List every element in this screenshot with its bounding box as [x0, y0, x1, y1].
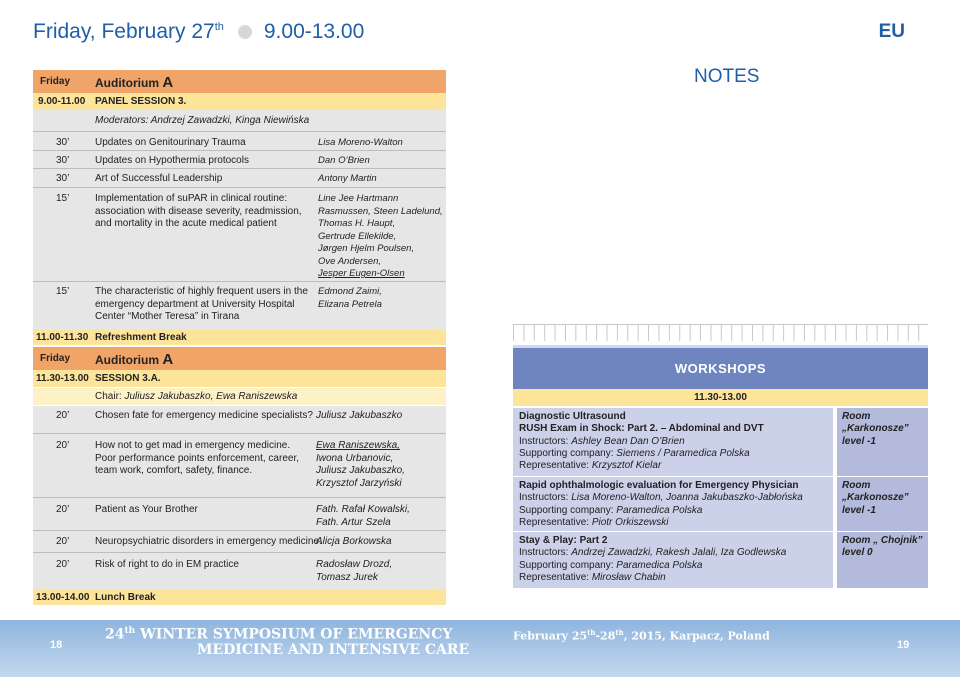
rep-label: Representative: — [519, 460, 590, 472]
date-sup: th — [587, 628, 596, 637]
workshops-title: WORKSHOPS — [674, 361, 767, 376]
talk-speaker: Alicja Borkowska — [316, 536, 392, 547]
workshop-support — [519, 560, 786, 572]
divider — [33, 552, 446, 553]
support-name: Paramedica Polska — [616, 504, 703, 516]
break2-bar — [33, 590, 446, 605]
talk-speaker: Dan O’Brien — [318, 155, 370, 166]
session2-time: 11.30-13.00 — [36, 373, 89, 384]
session1-name: PANEL SESSION 3. — [95, 96, 187, 107]
talk-duration: 20’ — [56, 440, 70, 451]
topic-line: Implementation of suPAR in clinical routine: — [95, 193, 288, 204]
speaker-line: Krzysztof Jarzyński — [316, 477, 402, 489]
talk-speaker: Juliusz Jakubaszko — [316, 410, 403, 421]
topic-line: and mortality in the acute medical patient — [95, 218, 277, 229]
talk-speaker: Lisa Moreno-Walton — [318, 137, 403, 148]
support-label: Supporting company: — [519, 504, 614, 516]
rep-label: Representative: — [519, 516, 590, 528]
workshop-instructors — [519, 436, 764, 448]
instructors-names: Lisa Moreno-Walton, Joanna Jakubaszko-Jabłońska — [571, 492, 803, 504]
talk-speaker: Antony Martin — [318, 173, 377, 184]
workshop-item — [513, 532, 928, 588]
date-sup: th — [615, 628, 624, 637]
session2-name: SESSION 3.A. — [95, 373, 161, 384]
session1-auditorium — [95, 74, 173, 91]
workshop-item — [513, 408, 928, 476]
room-line: level -1 — [842, 504, 876, 516]
session2-auditorium — [95, 351, 173, 368]
talk-speaker — [316, 559, 392, 584]
speaker-line: Fath. Rafał Kowalski, — [316, 504, 410, 515]
session1-time: 9.00-11.00 — [38, 96, 86, 107]
footer — [0, 620, 960, 677]
support-label: Supporting company: — [519, 559, 614, 571]
workshop-title: Stay & Play: Part 2 — [519, 535, 608, 546]
notes-grid — [513, 324, 928, 341]
workshop-room — [837, 532, 928, 588]
speaker-line: Tomasz Jurek — [316, 571, 378, 583]
speaker-line: Edmond Zaimi, — [318, 286, 382, 297]
talk-duration: 30’ — [56, 155, 70, 166]
instructors-label: Instructors: — [519, 435, 569, 447]
talk-duration: 30’ — [56, 137, 70, 148]
speaker-line: Jesper Eugen-Olsen — [318, 268, 405, 279]
workshop-info — [513, 408, 833, 476]
room-text — [842, 480, 909, 517]
session2-header-bar — [33, 347, 446, 370]
auditorium-prefix: Auditorium — [95, 353, 159, 367]
room-line: level 0 — [842, 547, 873, 559]
workshop-room — [837, 408, 928, 476]
workshop-rep — [519, 572, 786, 584]
title-time: 9.00-13.00 — [263, 20, 365, 43]
speaker-line: Juliusz Jakubaszko, — [316, 465, 405, 476]
room-text — [842, 535, 923, 560]
support-label: Supporting company: — [519, 447, 614, 459]
session1-header-bar — [33, 70, 446, 93]
speaker-line: Thomas H. Haupt, — [318, 218, 396, 229]
topic-line: team work, comfort, safety, finance. — [95, 465, 253, 476]
talk-topic — [95, 193, 302, 231]
rep-name: Mirosław Chabin — [591, 571, 666, 583]
workshop-support — [519, 505, 803, 517]
workshop-room — [837, 477, 928, 531]
auditorium-letter: A — [162, 74, 174, 91]
eu-label: EU — [878, 21, 905, 42]
talk-topic — [95, 440, 299, 478]
workshop-info — [513, 532, 833, 588]
talk-speaker — [318, 286, 382, 311]
room-line: level -1 — [842, 435, 876, 447]
workshop-text — [519, 411, 764, 472]
talk-speaker — [316, 504, 410, 529]
workshop-title: Diagnostic Ultrasound — [519, 411, 626, 422]
workshop-info — [513, 477, 833, 531]
title-date-sup: th — [214, 21, 224, 33]
date-part: February 25 — [513, 629, 588, 643]
date-part: , 2015, Karpacz, Poland — [623, 629, 770, 643]
speaker-line: Iwona Urbanovic, — [316, 452, 394, 464]
break1-bar — [33, 330, 446, 345]
topic-line: The characteristic of highly frequent users in the — [95, 286, 308, 297]
notes-title: NOTES — [694, 66, 760, 87]
instructors-names: Ashley Bean Dan O’Brien — [571, 435, 685, 447]
workshop-text — [519, 480, 803, 529]
talk-topic: Updates on Genitourinary Trauma — [95, 137, 246, 148]
speaker-line: Line Jee Hartmann — [318, 193, 399, 204]
workshop-text — [519, 535, 786, 584]
speaker-line: Fath. Artur Szela — [316, 516, 391, 528]
symposium-date — [513, 628, 770, 643]
divider — [33, 433, 446, 434]
chair-prefix: Chair: — [95, 391, 122, 402]
break2-time: 13.00-14.00 — [36, 592, 90, 603]
symposium-title — [105, 624, 469, 658]
instructors-names: Andrzej Zawadzki, Rakesh Jalali, Iza Godlewska — [571, 547, 787, 559]
topic-line: emergency department at University Hospital — [95, 298, 295, 310]
session1-moderators: Moderators: Andrzej Zawadzki, Kinga Niewińska — [95, 115, 310, 126]
room-line: „Karkonosze” — [842, 423, 909, 435]
title-date: Friday, February 27 — [33, 20, 215, 43]
talk-duration: 30’ — [56, 173, 70, 184]
session1-day: Friday — [40, 76, 71, 87]
speaker-line: Elizana Petrela — [318, 298, 382, 310]
room-line: Room — [842, 480, 871, 491]
topic-line: Center “Mother Teresa” in Tirana — [95, 311, 240, 322]
workshop-instructors — [519, 547, 786, 559]
room-line: Room — [842, 411, 871, 422]
instructors-label: Instructors: — [519, 492, 569, 504]
talk-topic: Patient as Your Brother — [95, 504, 198, 515]
symposium-number: 24 — [105, 626, 125, 643]
speaker-line: Rasmussen, Steen Ladelund, — [318, 205, 443, 217]
symposium-line-2: MEDICINE AND INTENSIVE CARE — [197, 641, 470, 658]
speaker-line: Ewa Raniszewska, — [316, 440, 400, 451]
divider — [33, 168, 446, 169]
topic-line: Poor performance points enforcement, career, — [95, 452, 299, 464]
room-line: „Karkonosze” — [842, 492, 909, 504]
auditorium-letter: A — [162, 351, 174, 368]
date-part: -28 — [595, 629, 616, 643]
session2-day: Friday — [40, 353, 71, 364]
page-number-right: 19 — [897, 639, 910, 651]
symposium-text-1: WINTER SYMPOSIUM OF EMERGENCY — [140, 626, 453, 643]
talk-duration: 20’ — [56, 536, 70, 547]
room-text — [842, 411, 909, 448]
room-line: Room „ Chojnik” — [842, 535, 923, 546]
divider — [33, 497, 446, 498]
workshop-title: Rapid ophthalmologic evaluation for Emergency Physician — [519, 480, 799, 491]
symposium-line-1 — [105, 624, 469, 643]
rep-label: Representative: — [519, 571, 590, 583]
speaker-line: Jørgen Hjelm Poulsen, — [318, 243, 415, 254]
symposium-number-sup: th — [124, 626, 136, 636]
session1-time-bar — [33, 93, 446, 110]
workshop-title: RUSH Exam in Shock: Part 2. – Abdominal and DVT — [519, 423, 764, 435]
talk-speaker — [318, 193, 443, 281]
talk-topic: Chosen fate for emergency medicine specialists? — [95, 410, 313, 421]
chair-names: Juliusz Jakubaszko, Ewa Raniszewska — [124, 391, 298, 402]
auditorium-prefix: Auditorium — [95, 76, 159, 90]
break1-time: 11.00-11.30 — [36, 332, 89, 343]
talk-topic: Updates on Hypothermia protocols — [95, 155, 249, 166]
talk-duration: 15’ — [56, 193, 70, 204]
speaker-line: Gertrude Ellekilde, — [318, 230, 397, 242]
talk-topic: Risk of right to do in EM practice — [95, 559, 239, 570]
rep-name: Piotr Orkiszewski — [591, 516, 669, 528]
workshop-item — [513, 477, 928, 531]
workshop-rep — [519, 517, 803, 529]
workshops-header — [513, 345, 928, 389]
workshop-rep — [519, 460, 764, 472]
break2-label: Lunch Break — [95, 592, 156, 603]
talk-duration: 20’ — [56, 504, 70, 515]
bullet-dot-icon — [238, 25, 252, 39]
speaker-line: Ove Andersen, — [318, 255, 382, 267]
talk-topic: Neuropsychiatric disorders in emergency medicine. — [95, 536, 322, 547]
topic-line: association with disease severity, readmission, — [95, 205, 302, 217]
workshops-time: 11.30-13.00 — [513, 389, 928, 406]
session2-chair-bar — [33, 388, 446, 405]
divider — [33, 187, 446, 188]
workshop-instructors — [519, 492, 803, 504]
session2-chair — [95, 391, 297, 402]
talk-speaker — [316, 440, 405, 490]
talk-topic: Art of Successful Leadership — [95, 173, 223, 184]
support-name: Paramedica Polska — [616, 559, 703, 571]
divider — [33, 131, 446, 132]
divider — [33, 530, 446, 531]
break1-label: Refreshment Break — [95, 332, 187, 343]
speaker-line: Radosław Drozd, — [316, 559, 393, 570]
page-number-left: 18 — [50, 639, 63, 651]
workshop-support — [519, 448, 764, 460]
page-title — [33, 20, 364, 44]
topic-line: How not to get mad in emergency medicine. — [95, 440, 291, 451]
divider — [33, 150, 446, 151]
talk-duration: 15’ — [56, 286, 70, 297]
talk-duration: 20’ — [56, 410, 70, 421]
talk-duration: 20’ — [56, 559, 70, 570]
rep-name: Krzysztof Kielar — [591, 460, 662, 472]
talk-topic — [95, 286, 308, 324]
session2-time-bar — [33, 370, 446, 387]
instructors-label: Instructors: — [519, 547, 569, 559]
divider — [33, 281, 446, 282]
support-name: Siemens / Paramedica Polska — [616, 447, 750, 459]
